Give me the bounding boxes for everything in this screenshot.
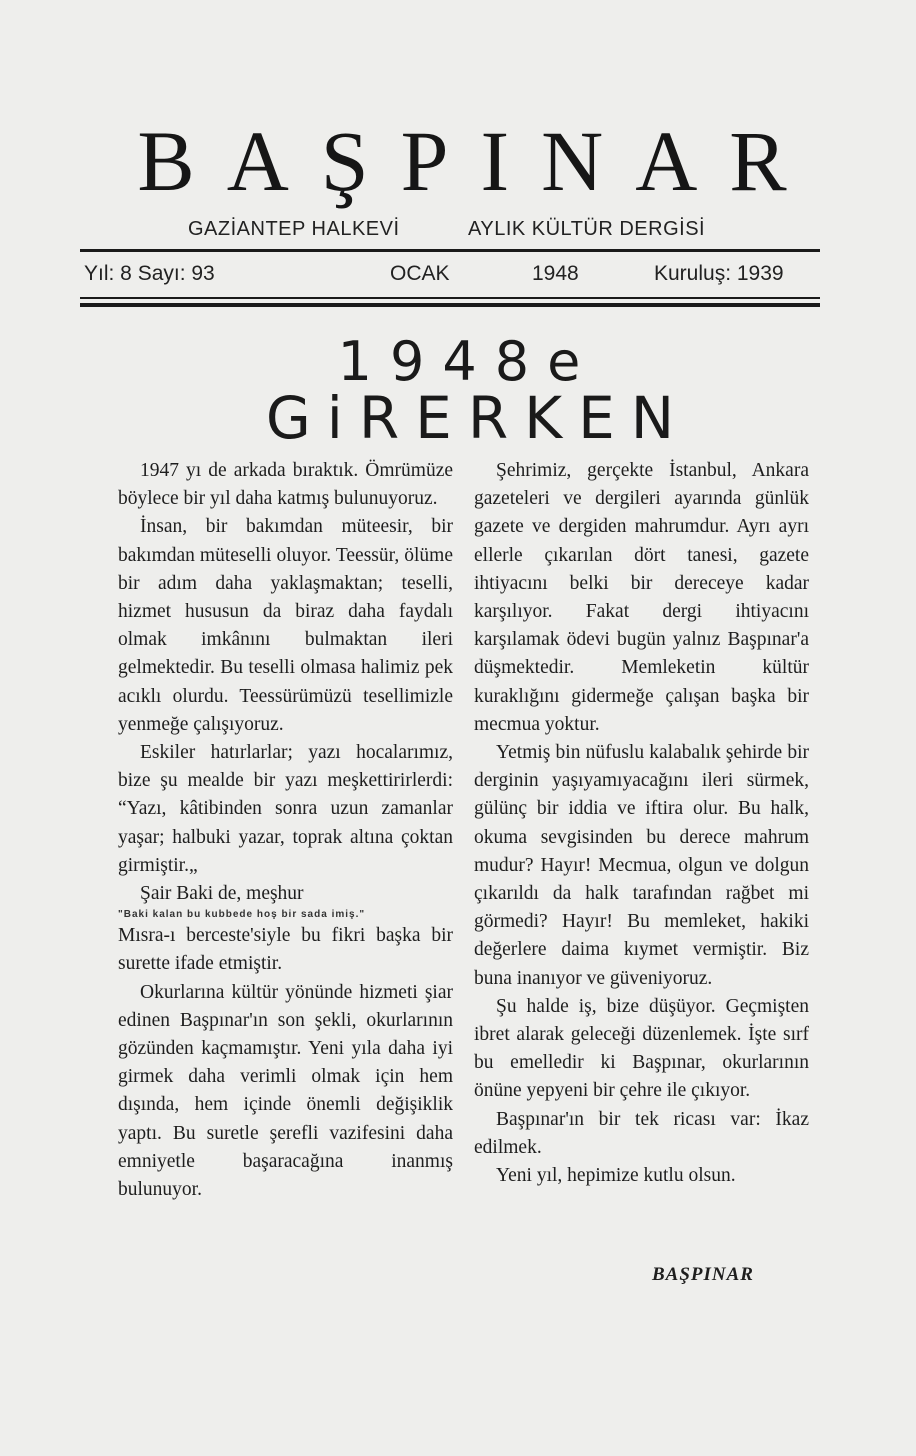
- verse-quote: "Baki kalan bu kubbede hoş bir sada imiş.": [118, 909, 366, 921]
- founded-year: Kuruluş: 1939: [654, 262, 784, 285]
- headline-year: 1948e: [337, 330, 599, 393]
- paragraph: Başpınar'ın bir tek ricası var: İkaz edilmek.: [474, 1108, 809, 1158]
- paragraph: Yetmiş bin nüfuslu kalabalık şehirde bir derginin yaşıyamıyacağını ileri sürmek, gülünç bir iddia ve iftira olur. Bu halk, okuma sevgisinden bu derece mahrum mudur? Hayır! Mecmua, olgun ve dolgun çıkarıldı da halk tarafından rağbet mi görmedi? Hayır! Bu memleket, hakiki değerlere daima kıymet vermiştir. Biz buna inanıyor ve güveniyoruz.: [474, 742, 809, 989]
- headline-word: GiRERKEN: [265, 384, 691, 452]
- left-column: [118, 457, 453, 1204]
- paragraph: Okurlarına kültür yönünde hizmeti şiar edinen Başpınar'ın son şekli, okurlarının gözünden kaçmamıştır. Yeni yıla daha iyi girmek daha verimli olmak için hem dışında, hem içinde önemli değişiklik yaptı. Bu suretle şerefli vazifesini daha emniyetle başaracağına inanmış bulunuyor.: [118, 981, 453, 1201]
- issue-year: 1948: [532, 262, 579, 285]
- paragraph: Şair Baki de, meşhur: [140, 883, 304, 905]
- paragraph: Şehrimiz, gerçekte İstanbul, Ankara gazeteleri ve dergileri ayarında günlük gazete ve dergiden mahrumdur. Ayrı ayrı ellerle çıkarılan dört tanesi, gazete ihtiyacını belki bir dereceye kadar karşılıyor. Fakat dergi ihtiyacını karşılamak ödevi bugün yalnız Başpınar'a düşmektedir. Memleketin kültür kuraklığını gidermeğe çalışan başka bir mecmua yoktur.: [474, 460, 809, 735]
- issue-number: Yıl: 8 Sayı: 93: [84, 262, 215, 285]
- paragraph: Şu halde iş, bize düşüyor. Geçmişten ibret alarak geleceği düzenlemek. İşte sırf bu emelledir ki Başpınar, okurlarının önüne yepyeni bir çehre ile çıkıyor.: [474, 995, 809, 1102]
- masthead-title: BAŞPINAR: [137, 113, 819, 209]
- publisher-label: GAZİANTEP HALKEVİ: [188, 218, 400, 240]
- paragraph: Eskiler hatırlarlar; yazı hocalarımız, bize şu mealde bir yazı meşkettirirlerdi: “Yazı, kâtibinden sonra uzun zamanlar yaşar; halbuki yazar, toprak altına çoktan girmiştir.„: [118, 742, 453, 876]
- paragraph: İnsan, bir bakımdan müteesir, bir bakımdan müteselli oluyor. Teessür, ölüme bir adım daha yaklaşmaktan; teselli, hizmet hususun da biraz daha faydalı olmak imkânını bulmaktan ileri gelmektedir. Bu teselli olmasa halimiz pek acıklı olurdu. Teessürümüzü tesellimizle yenmeğe çalışıyoruz.: [118, 516, 453, 735]
- signature: BAŞPINAR: [652, 1264, 754, 1285]
- magazine-type-label: AYLIK KÜLTÜR DERGİSİ: [468, 218, 706, 240]
- double-rule-bottom: [80, 303, 820, 307]
- issue-month: OCAK: [390, 262, 450, 285]
- paragraph: Mısra-ı berceste'siyle bu fikri başka bir surette ifade etmiştir.: [118, 925, 453, 975]
- top-rule: [80, 249, 820, 252]
- right-column: [474, 457, 809, 1190]
- paragraph: 1947 yı de arkada bıraktık. Ömrümüze böylece bir yıl daha katmış bulunuyoruz.: [118, 460, 453, 510]
- paragraph: Yeni yıl, hepimize kutlu olsun.: [496, 1165, 736, 1187]
- double-rule-top: [80, 297, 820, 299]
